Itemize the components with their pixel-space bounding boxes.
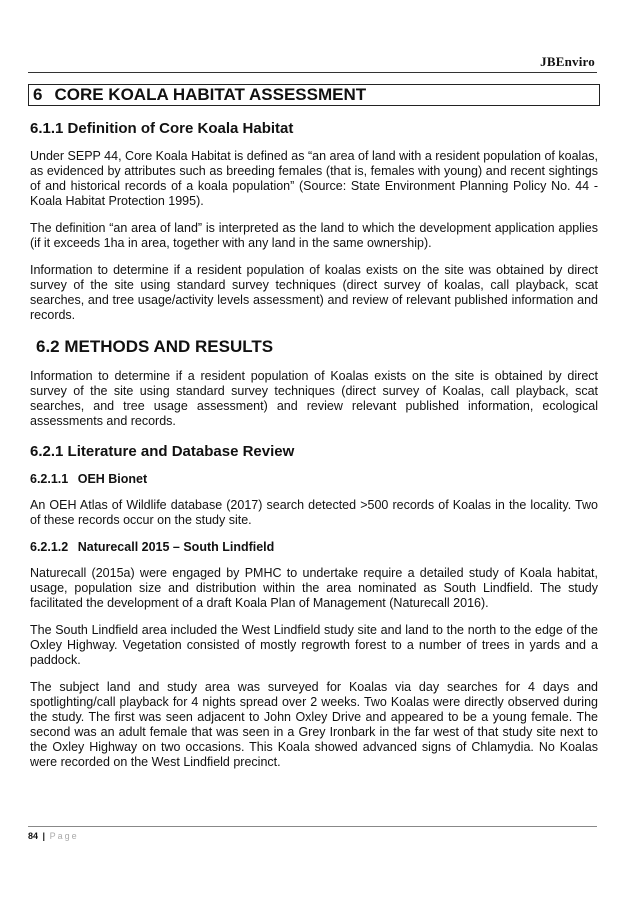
paragraph-6-2-1-2-c: The subject land and study area was surveyed for Koalas via day searches for 4 days and spotlighting/call playback for 4 nights spread over 2 weeks. Two Koalas were directly observed during the study. The first was seen adjacent to John Oxley Drive and appeared to be a young female. The second was an adult female that was seen in a Grey Ironbark in the far west of that study site next to the Oxley Highway on two occasions. This Koala showed advanced signs of Chlamydia. No Koalas were recorded on the West Lindfield precinct. (30, 680, 598, 769)
section-number: 6 (33, 85, 43, 104)
company-logo: JBEnviro (540, 54, 595, 69)
paragraph-6-1-1-b: The definition “an area of land” is interpreted as the land to which the development application applies (if it exceeds 1ha in area, together with any land in the same ownership). (30, 221, 598, 250)
heading-6-2-1-1 (30, 472, 598, 486)
page-header (28, 52, 597, 73)
heading-6-2-1-1-number: 6.2.1.1 (30, 472, 69, 486)
paragraph-6-2-1-2-a: Naturecall (2015a) were engaged by PMHC to undertake require a detailed study of Koala habitat, usage, population size and distribution within the area nominated as South Lindfield. The study facilitated the development of a draft Koala Plan of Management (Naturecall 2016). (30, 566, 598, 610)
paragraph-6-1-1-c: Information to determine if a resident population of koalas exists on the site was obtained by direct survey of the site using standard survey techniques (direct survey of koalas, call playback, scat searches, and tree usage/activity levels assessment) and review of relevant published information and records. (30, 263, 598, 322)
paragraph-6-2: Information to determine if a resident population of Koalas exists on the site is obtained by direct survey of the site using standard survey techniques (direct survey of Koalas, call playback, scat searches, and tree usage assessment) and review relevant published information, ecological assessments and records. (30, 369, 598, 428)
heading-6-2-1-2-title: Naturecall 2015 – South Lindfield (77, 540, 275, 554)
heading-6-2-1-1-title: OEH Bionet (77, 472, 148, 486)
heading-6-1-1: 6.1.1 Definition of Core Koala Habitat (30, 120, 294, 137)
footer-separator: | (42, 831, 46, 841)
section-heading (28, 84, 600, 106)
heading-6-2-1-2 (30, 540, 598, 554)
paragraph-6-1-1-a: Under SEPP 44, Core Koala Habitat is defined as “an area of land with a resident population of koalas, as evidenced by attributes such as breeding females (that is, females with young) and recent sightings of and historical records of a koala population” (Source: State Environment Planning Policy No. 44 - Koala Habitat Protection 1995). (30, 149, 598, 208)
paragraph-6-2-1-2-b: The South Lindfield area included the West Lindfield study site and land to the north to the edge of the Oxley Highway. Vegetation consisted of mostly regrowth forest to a number of trees in yards and a paddock. (30, 623, 598, 667)
heading-6-2-1-2-number: 6.2.1.2 (30, 540, 69, 554)
page-number: 84 (28, 831, 39, 841)
heading-6-2-1: 6.2.1 Literature and Database Review (30, 443, 295, 460)
page-footer (28, 826, 597, 841)
page-content (30, 84, 598, 770)
footer-page-label: Page (49, 831, 79, 841)
paragraph-6-2-1-1: An OEH Atlas of Wildlife database (2017) search detected >500 records of Koalas in the locality. Two of these records occur on the study site. (30, 498, 598, 527)
section-title: CORE KOALA HABITAT ASSESSMENT (54, 85, 367, 104)
heading-6-2: 6.2 METHODS AND RESULTS (36, 337, 274, 356)
